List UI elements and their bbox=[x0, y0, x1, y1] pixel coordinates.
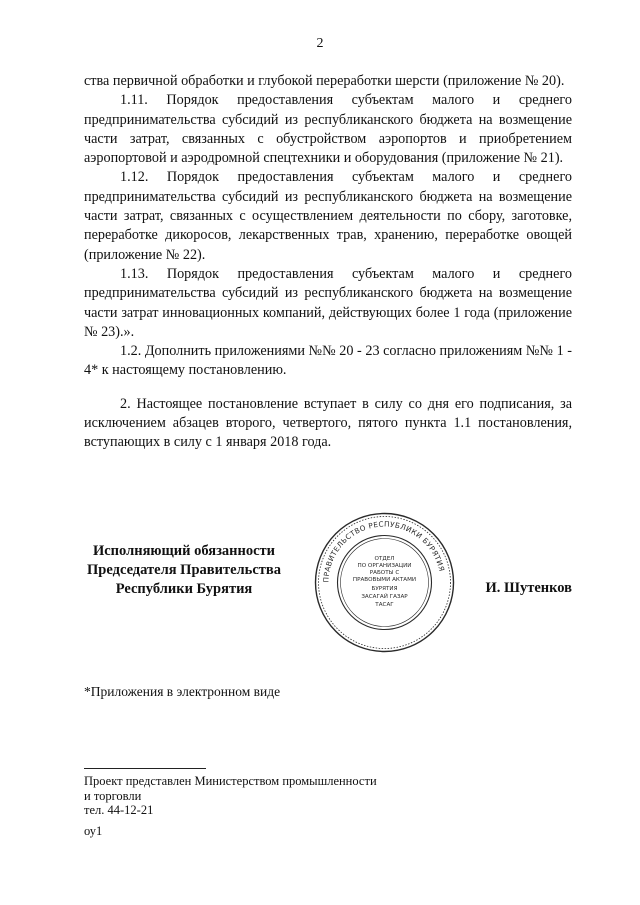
signatory-name: И. Шутенков bbox=[485, 580, 572, 596]
paragraph-continuation: ства первичной обработки и глубокой переработки шерсти (приложение № 20). bbox=[84, 73, 565, 89]
seal-center-line: ПРАВОВЫМИ АКТАМИ bbox=[352, 577, 417, 583]
seal-center-line: ПО ОРГАНИЗАЦИИ bbox=[357, 563, 412, 569]
paragraph-1-2: 1.2. Дополнить приложениями №№ 20 - 23 согласно приложениям №№ 1 - 4* к настоящему постановлению. bbox=[84, 343, 572, 379]
paragraph-1-13: 1.13. Порядок предоставления субъектам малого и среднего предпринимательства субсидий из республиканского бюджета на возмещение части затрат инновационных компаний, действующих более 1 года (приложение № 23).». bbox=[84, 265, 572, 340]
project-info bbox=[84, 774, 377, 818]
seal-center-line: ОТДЕЛ bbox=[374, 556, 395, 562]
page-number: 2 bbox=[316, 36, 324, 51]
signatory-title-line: Исполняющий обязанности bbox=[92, 543, 276, 559]
document-body bbox=[84, 72, 572, 453]
paragraph-1-12: 1.12. Порядок предоставления субъектам малого и среднего предпринимательства субсидий из республиканского бюджета на возмещение части затрат, связанных с осуществлением деятельности по сбору, заготовке, переработке дикоросов, лекарственных трав, хранению, переработке овощей (приложение № 22). bbox=[84, 169, 572, 263]
paragraph-2: 2. Настоящее постановление вступает в силу со дня его подписания, за исключением абзацев второго, четвертого, пятого пункта 1.1 постановления, вступающих в силу с 1 января 2018 года. bbox=[84, 395, 572, 451]
seal-center-line: ЗАСАГАЙ ГАЗАР bbox=[361, 594, 408, 600]
official-seal-stamp bbox=[312, 510, 457, 655]
footer-divider bbox=[84, 768, 206, 769]
seal-ring-text: ПРАВИТЕЛЬСТВО РЕСПУБЛИКИ БУРЯТИЯ bbox=[321, 519, 447, 583]
seal-center-line: ТАСАГ bbox=[375, 602, 394, 608]
paragraph-1-11: 1.11. Порядок предоставления субъектам малого и среднего предпринимательства субсидий из республиканского бюджета на возмещение части затрат, связанных с обустройством аэропортов и приобретением аэропортовой и аэродромной спецтехники и оборудования (приложение № 21). bbox=[84, 92, 572, 167]
signatory-title bbox=[84, 542, 284, 599]
seal-center-line: БУРЯТИЯ bbox=[371, 586, 398, 592]
attachments-footnote: *Приложения в электронном виде bbox=[84, 684, 281, 699]
project-info-line: и торговли bbox=[84, 788, 142, 803]
project-info-line: Проект представлен Министерством промышленности bbox=[84, 774, 377, 788]
project-info-phone: тел. 44-12-21 bbox=[84, 803, 154, 817]
signatory-title-line: Председателя Правительства bbox=[87, 562, 281, 578]
signatory-title-line: Республики Бурятия bbox=[115, 581, 253, 597]
seal-center-line: РАБОТЫ С bbox=[369, 570, 400, 576]
document-code: оу1 bbox=[84, 824, 103, 838]
